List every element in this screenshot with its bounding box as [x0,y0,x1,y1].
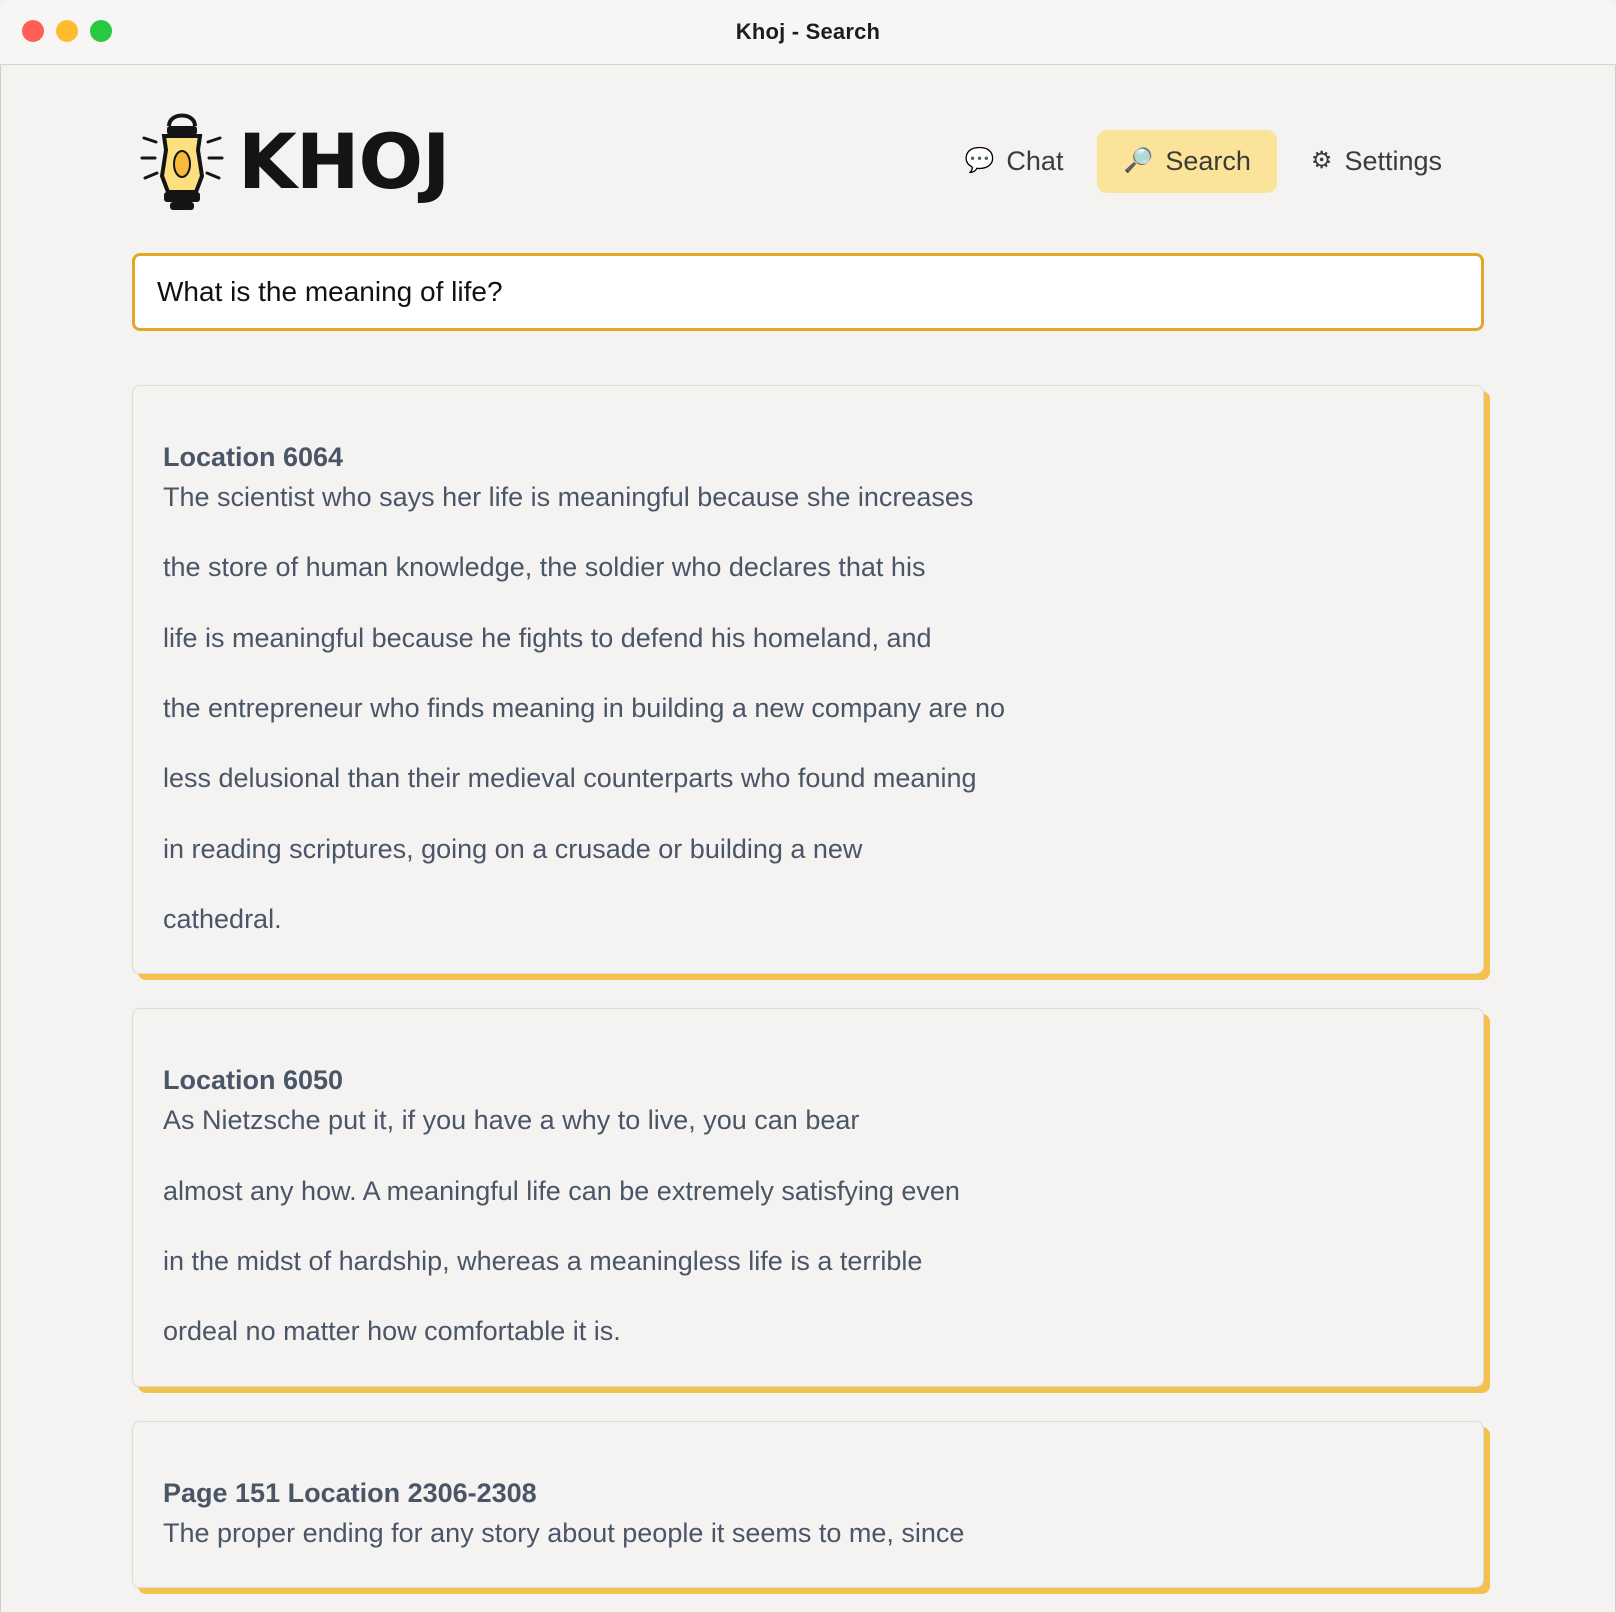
result-title: Page 151 Location 2306-2308 [163,1477,537,1508]
search-bar [128,253,1488,331]
window-controls[interactable] [22,20,112,42]
result-line: The proper ending for any story about people it seems to me, since [163,1517,965,1548]
result-title: Location 6050 [163,1065,344,1096]
result-line: As Nietzsche put it, if you have a why to live, you can bear [163,1105,860,1136]
search-input[interactable] [132,253,1484,331]
zoom-button[interactable] [90,20,112,42]
result-card[interactable] [132,385,1484,974]
lantern-icon [136,106,228,216]
result-title: Location 6064 [163,442,344,472]
result-line: in reading scriptures, going on a crusade or building a new [163,833,863,864]
nav-search-label: Search [1165,145,1251,176]
chat-bubble-icon: 💬 [964,147,995,174]
result-line: the store of human knowledge, the soldier who declares that his [163,552,926,583]
result-card[interactable] [132,1421,1484,1588]
minimize-button[interactable] [56,20,78,42]
nav-settings[interactable] [1285,130,1468,193]
result-line: in the midst of hardship, whereas a meaningless life is a terrible [163,1246,923,1277]
result-line: almost any how. A meaningful life can be extremely satisfying even [163,1175,960,1206]
nav-chat[interactable] [939,130,1090,193]
close-button[interactable] [22,20,44,42]
result-line: the entrepreneur who finds meaning in building a new company are no [163,693,1006,724]
content-container [128,65,1488,1588]
result-line: less delusional than their medieval counterparts who found meaning [163,763,977,794]
brand-wordmark: KHOJ [238,116,450,206]
result-card[interactable] [132,1008,1484,1386]
nav-settings-label: Settings [1344,145,1442,176]
nav-chat-label: Chat [1006,145,1064,176]
title-bar [0,0,1616,65]
window-title: Khoj - Search [735,19,881,44]
result-line: life is meaningful because he fights to defend his homeland, and [163,622,932,653]
result-line: The scientist who says her life is meaningful because she increases [163,482,974,512]
magnifier-icon: 🔎 [1123,147,1154,174]
nav-search[interactable] [1097,130,1276,193]
brand[interactable] [136,106,449,216]
gear-icon: ⚙ [1310,147,1333,174]
result-line: cathedral. [163,904,282,935]
page-body [0,65,1616,1612]
result-line: ordeal no matter how comfortable it is. [163,1316,621,1347]
app-header [128,91,1488,231]
search-results [128,385,1488,1588]
scrollbar[interactable] [1603,131,1613,1612]
main-nav [939,130,1468,193]
